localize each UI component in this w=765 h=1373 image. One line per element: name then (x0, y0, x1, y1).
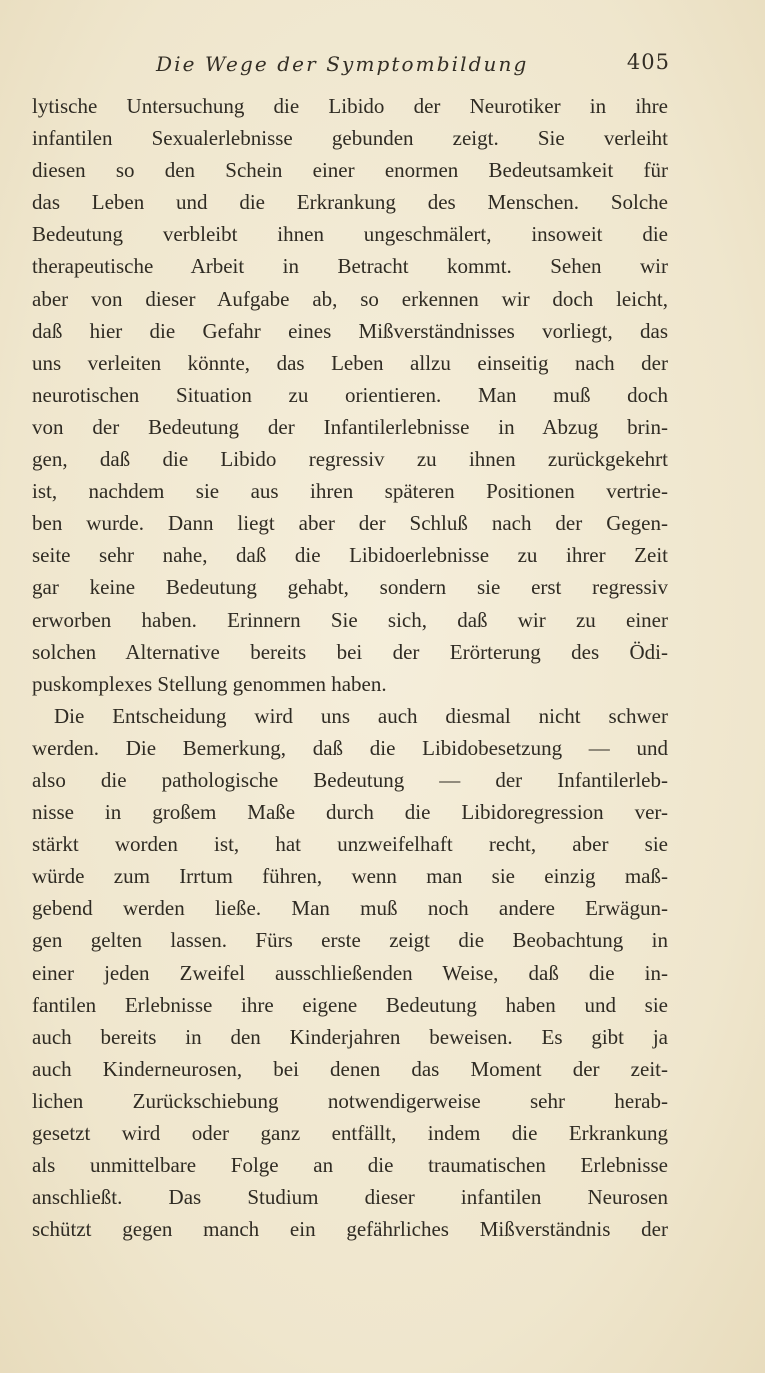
text-line: infantilen Sexualerlebnisse gebunden zeigt. Sie verleiht (32, 126, 668, 151)
text-line: stärkt worden ist, hat unzweifelhaft recht, aber sie (32, 832, 668, 857)
paragraph-last-line: puskomplexes Stellung genommen haben. (32, 671, 387, 696)
text-line: schützt gegen manch ein gefährliches Mißverständnis der (32, 1217, 668, 1242)
text-line: solchen Alternative bereits bei der Erörterung des Ödi- (32, 639, 668, 664)
page-header (32, 48, 670, 84)
text-line: Bedeutung verbleibt ihnen ungeschmälert, insoweit die (32, 222, 668, 247)
text-line: lytische Untersuchung die Libido der Neurotiker in ihre (32, 94, 668, 118)
paragraph-first-line: Die Entscheidung wird uns auch diesmal nicht schwer (54, 703, 668, 728)
text-line: gar keine Bedeutung gehabt, sondern sie erst regressiv (32, 575, 668, 600)
text-line: gesetzt wird oder ganz entfällt, indem die Erkrankung (32, 1121, 668, 1145)
text-line: uns verleiten könnte, das Leben allzu einseitig nach der (32, 350, 668, 375)
body-text (32, 90, 668, 1245)
text-line: auch bereits in den Kinderjahren beweisen. Es gibt ja (32, 1024, 668, 1049)
text-line: diesen so den Schein einer enormen Bedeutsamkeit für (32, 158, 668, 183)
text-line: gen gelten lassen. Fürs erste zeigt die Beobachtung in (32, 928, 668, 953)
text-line: gebend werden ließe. Man muß noch andere Erwägun- (32, 896, 668, 921)
text-line: therapeutische Arbeit in Betracht kommt. Sehen wir (32, 254, 668, 279)
text-line: neurotischen Situation zu orientieren. Man muß doch (32, 382, 668, 407)
text-line: fantilen Erlebnisse ihre eigene Bedeutung haben und sie (32, 992, 668, 1017)
text-line: nisse in großem Maße durch die Libidoregression ver- (32, 800, 668, 825)
text-line: anschließt. Das Studium dieser infantilen Neurosen (32, 1185, 668, 1210)
text-line: auch Kinderneurosen, bei denen das Moment der zeit- (32, 1056, 668, 1081)
text-line: also die pathologische Bedeutung — der Infantilerleb- (32, 767, 668, 792)
text-line: lichen Zurückschiebung notwendigerweise sehr herab- (32, 1088, 668, 1113)
text-line: als unmittelbare Folge an die traumatischen Erlebnisse (32, 1153, 668, 1178)
running-title: Die Wege der Symptombildung (156, 52, 529, 76)
text-line: daß hier die Gefahr eines Mißverständnisses vorliegt, das (32, 318, 668, 343)
text-line: von der Bedeutung der Infantilerlebnisse in Abzug brin- (32, 414, 668, 439)
text-line: würde zum Irrtum führen, wenn man sie einzig maß- (32, 864, 668, 889)
text-line: werden. Die Bemerkung, daß die Libidobesetzung — und (32, 735, 668, 760)
text-line: gen, daß die Libido regressiv zu ihnen zurückgekehrt (32, 447, 668, 472)
page-number: 405 (626, 50, 670, 74)
text-line: aber von dieser Aufgabe ab, so erkennen wir doch leicht, (32, 286, 668, 311)
text-line: ist, nachdem sie aus ihren späteren Positionen vertrie- (32, 479, 668, 504)
text-line: seite sehr nahe, daß die Libidoerlebnisse zu ihrer Zeit (32, 543, 668, 568)
text-line: erworben haben. Erinnern Sie sich, daß wir zu einer (32, 607, 668, 632)
text-line: ben wurde. Dann liegt aber der Schluß nach der Gegen- (32, 511, 668, 536)
text-line: einer jeden Zweifel ausschließenden Weise, daß die in- (32, 960, 668, 985)
text-line: das Leben und die Erkrankung des Menschen. Solche (32, 190, 668, 215)
